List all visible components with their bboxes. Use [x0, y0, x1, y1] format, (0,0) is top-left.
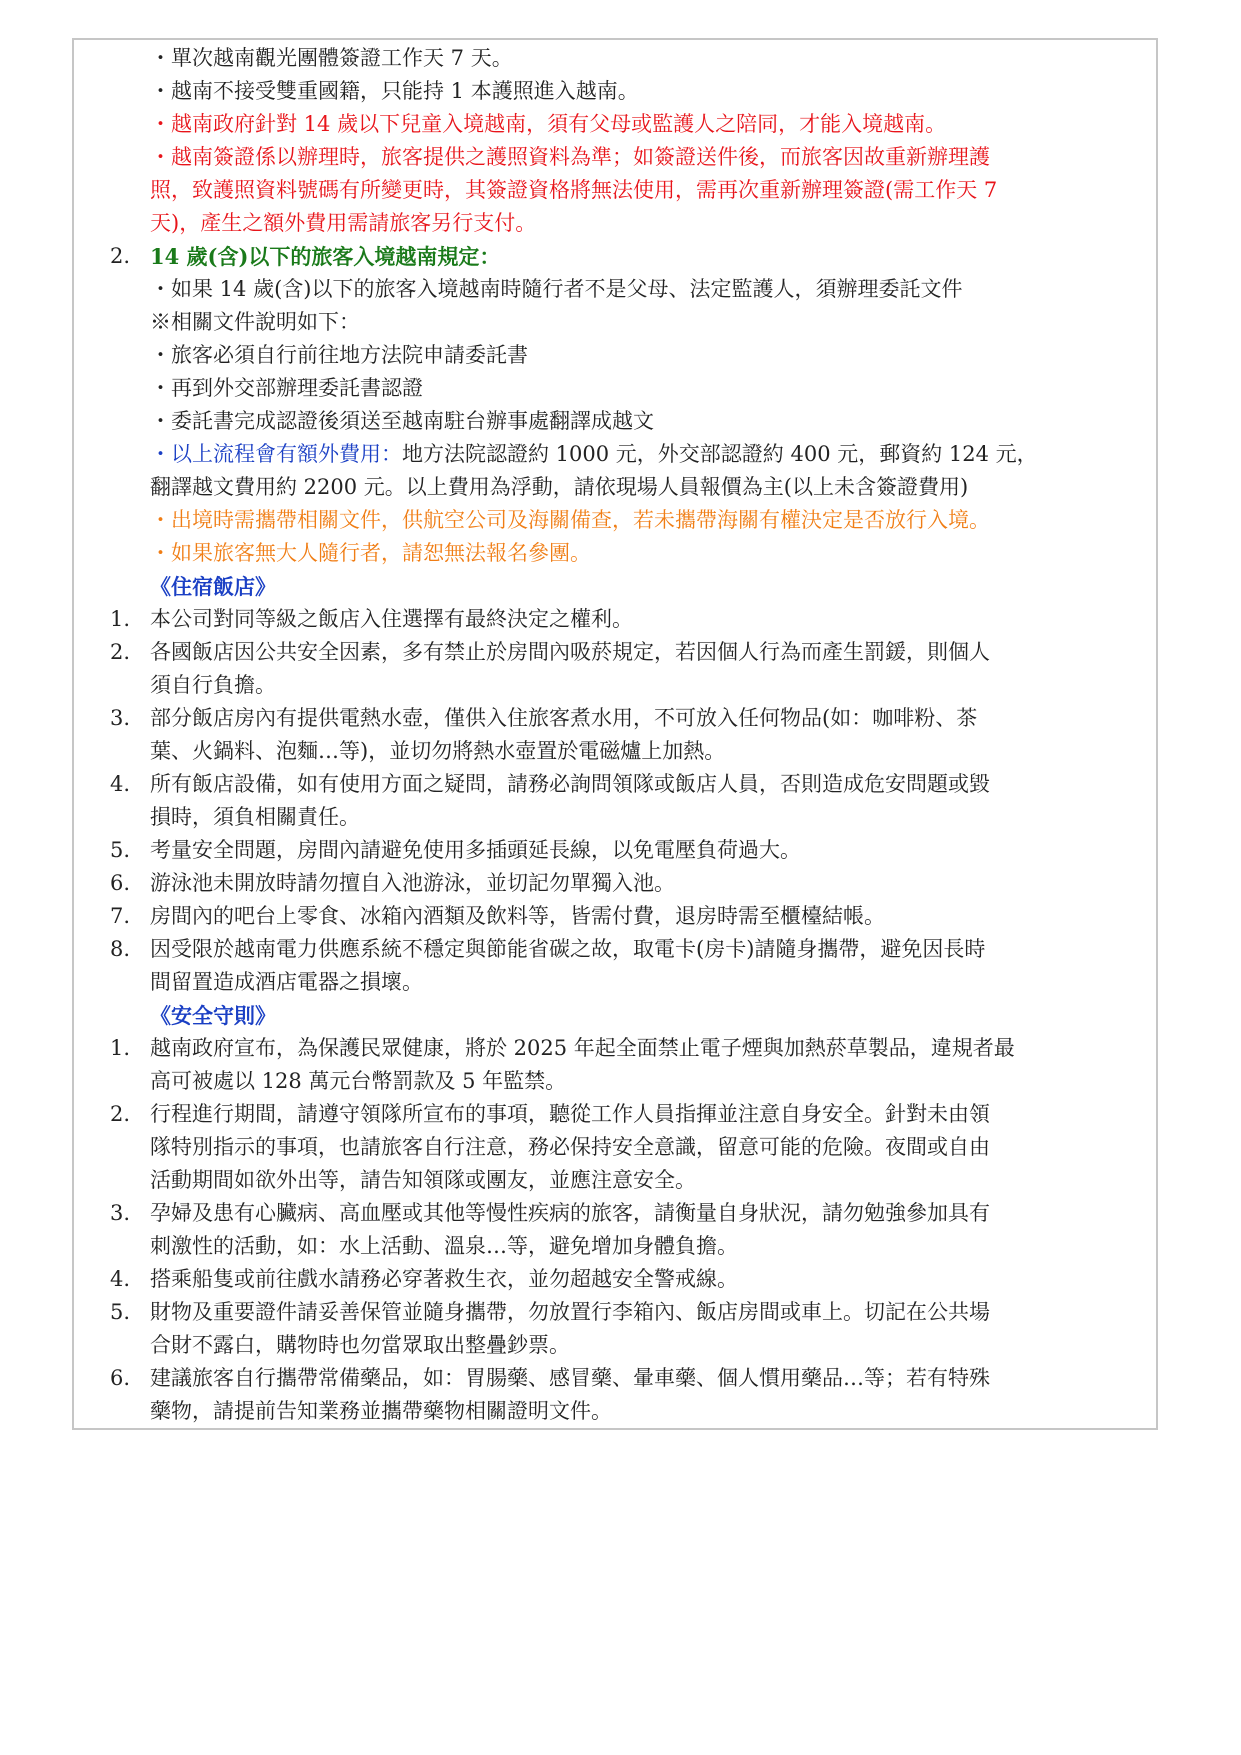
minor-fee-label: ・以上流程會有額外費用：: [150, 442, 402, 466]
safety-item-text: 隊特別指示的事項，也請旅客自行注意，務必保持安全意識，留意可能的危險。夜間或自由: [150, 1135, 990, 1159]
hotel-item-3-line: [110, 735, 1160, 768]
safety-item-3-line: [110, 1230, 1160, 1263]
hotel-item-number: 8.: [110, 937, 131, 961]
hotel-item-text: 葉、火鍋料、泡麵…等)，並切勿將熱水壺置於電磁爐上加熱。: [150, 739, 726, 763]
hotel-item-number: 4.: [110, 772, 131, 796]
safety-item-6-line: [110, 1362, 1160, 1395]
hotel-item-text: 考量安全問題，房間內請避免使用多插頭延長線，以免電壓負荷過大。: [150, 838, 801, 862]
hotel-list: [110, 603, 1160, 999]
hotel-item-number: [110, 735, 150, 768]
safety-item-2-line: [110, 1131, 1160, 1164]
hotel-item-text: 間留置造成酒店電器之損壞。: [150, 970, 423, 994]
safety-item-2-line: [110, 1164, 1160, 1197]
minor-rules-title: 14 歲(含)以下的旅客入境越南規定：: [150, 244, 501, 269]
safety-item-number: [110, 1230, 150, 1263]
visa-red-note-line-2: 照，致護照資料號碼有所變更時，其簽證資格將無法使用，需再次重新辦理簽證(需工作天 7: [150, 178, 998, 202]
hotel-item-number: 2.: [110, 640, 131, 664]
hotel-item-number: 6.: [110, 871, 131, 895]
hotel-item-number: 7.: [110, 904, 131, 928]
safety-item-number: [110, 1131, 150, 1164]
safety-item-4-line: [110, 1263, 1160, 1296]
safety-item-number: 4.: [110, 1267, 131, 1291]
safety-heading: 《安全守則》: [150, 1003, 276, 1028]
safety-item-1-line: [110, 1032, 1160, 1065]
hotel-item-4-line: [110, 801, 1160, 834]
minor-fee-line-2: 翻譯越文費用約 2200 元。以上費用為浮動，請依現場人員報價為主(以上未含簽證費用): [150, 475, 969, 499]
minor-rule-line: ・如果 14 歲(含)以下的旅客入境越南時隨行者不是父母、法定監護人，須辦理委託文件: [150, 277, 963, 301]
minor-fee-text: 地方法院認證約 1000 元，外交部認證約 400 元，郵資約 124 元，: [402, 442, 1038, 466]
safety-item-number: [110, 1329, 150, 1362]
visa-note-3: ・越南政府針對 14 歲以下兒童入境越南，須有父母或監護人之陪同，才能入境越南。: [150, 112, 947, 136]
safety-item-text: 財物及重要證件請妥善保管並隨身攜帶，勿放置行李箱內、飯店房間或車上。切記在公共場: [150, 1300, 990, 1324]
document-content: [110, 42, 1160, 1428]
minor-fee-line-1: [110, 438, 1160, 471]
safety-item-number: [110, 1395, 150, 1428]
hotel-item-number: 5.: [110, 838, 131, 862]
hotel-item-text: 房間內的吧台上零食、冰箱內酒類及飲料等，皆需付費，退房時需至櫃檯結帳。: [150, 904, 885, 928]
safety-item-text: 刺激性的活動，如：水上活動、溫泉…等，避免增加身體負擔。: [150, 1234, 738, 1258]
hotel-item-text: 所有飯店設備，如有使用方面之疑問，請務必詢問領隊或飯店人員，否則造成危安問題或毀: [150, 772, 990, 796]
safety-item-text: 孕婦及患有心臟病、高血壓或其他等慢性疾病的旅客，請衡量自身狀況，請勿勉強參加具有: [150, 1201, 990, 1225]
hotel-item-number: 3.: [110, 706, 131, 730]
safety-item-text: 藥物，請提前告知業務並攜帶藥物相關證明文件。: [150, 1399, 612, 1423]
minor-orange-line-2: ・如果旅客無大人隨行者，請恕無法報名參團。: [150, 541, 591, 565]
safety-item-text: 搭乘船隻或前往戲水請務必穿著救生衣，並勿超越安全警戒線。: [150, 1267, 738, 1291]
hotel-item-5-line: [110, 834, 1160, 867]
safety-item-1-line: [110, 1065, 1160, 1098]
hotel-item-4-line: [110, 768, 1160, 801]
safety-item-3-line: [110, 1197, 1160, 1230]
minor-rule-line: ・再到外交部辦理委託書認證: [150, 376, 423, 400]
hotel-item-2-line: [110, 669, 1160, 702]
minor-rule-line: ・旅客必須自行前往地方法院申請委託書: [150, 343, 528, 367]
hotel-item-text: 須自行負擔。: [150, 673, 276, 697]
safety-item-text: 越南政府宣布，為保護民眾健康，將於 2025 年起全面禁止電子煙與加熱菸草製品，違規者最: [150, 1036, 1015, 1060]
hotel-item-8-line: [110, 966, 1160, 999]
visa-note-1: ・單次越南觀光團體簽證工作天 7 天。: [150, 46, 513, 70]
hotel-item-text: 部分飯店房內有提供電熱水壺，僅供入住旅客煮水用，不可放入任何物品(如：咖啡粉、茶: [150, 706, 978, 730]
minor-rules-title-row: [110, 240, 1160, 273]
hotel-item-text: 損時，須負相關責任。: [150, 805, 360, 829]
hotel-item-number: [110, 966, 150, 999]
safety-list: [110, 1032, 1160, 1428]
safety-item-number: [110, 1164, 150, 1197]
safety-item-text: 高可被處以 128 萬元台幣罰款及 5 年監禁。: [150, 1069, 567, 1093]
safety-item-2-line: [110, 1098, 1160, 1131]
visa-red-note-line-3: 天)，產生之額外費用需請旅客另行支付。: [150, 211, 537, 235]
hotel-item-number: [110, 669, 150, 702]
minor-rules-number: 2.: [110, 244, 131, 268]
safety-item-text: 行程進行期間，請遵守領隊所宣布的事項，聽從工作人員指揮並注意自身安全。針對未由領: [150, 1102, 990, 1126]
safety-item-5-line: [110, 1296, 1160, 1329]
safety-item-number: 5.: [110, 1300, 131, 1324]
hotel-item-number: 1.: [110, 607, 131, 631]
hotel-item-1-line: [110, 603, 1160, 636]
hotel-item-8-line: [110, 933, 1160, 966]
hotel-item-2-line: [110, 636, 1160, 669]
hotel-item-text: 各國飯店因公共安全因素，多有禁止於房間內吸菸規定，若因個人行為而產生罰鍰，則個人: [150, 640, 990, 664]
safety-item-text: 建議旅客自行攜帶常備藥品，如：胃腸藥、感冒藥、暈車藥、個人慣用藥品…等；若有特殊: [150, 1366, 990, 1390]
minor-rule-line: ※相關文件說明如下：: [150, 310, 360, 334]
minor-orange-line-1: ・出境時需攜帶相關文件，供航空公司及海關備查，若未攜帶海關有權決定是否放行入境。: [150, 508, 990, 532]
safety-item-number: 3.: [110, 1201, 131, 1225]
safety-item-number: 1.: [110, 1036, 131, 1060]
hotel-item-3-line: [110, 702, 1160, 735]
hotel-item-text: 因受限於越南電力供應系統不穩定與節能省碳之故，取電卡(房卡)請隨身攜帶，避免因長時: [150, 937, 986, 961]
safety-item-5-line: [110, 1329, 1160, 1362]
safety-item-6-line: [110, 1395, 1160, 1428]
safety-item-text: 活動期間如欲外出等，請告知領隊或團友，並應注意安全。: [150, 1168, 696, 1192]
hotel-item-7-line: [110, 900, 1160, 933]
visa-red-note-line-1: ・越南簽證係以辦理時，旅客提供之護照資料為準；如簽證送件後，而旅客因故重新辦理護: [150, 145, 990, 169]
hotel-item-text: 游泳池未開放時請勿擅自入池游泳，並切記勿單獨入池。: [150, 871, 675, 895]
safety-item-text: 合財不露白，購物時也勿當眾取出整疊鈔票。: [150, 1333, 570, 1357]
minor-rule-line: ・委託書完成認證後須送至越南駐台辦事處翻譯成越文: [150, 409, 654, 433]
safety-item-number: 2.: [110, 1102, 131, 1126]
safety-item-number: [110, 1065, 150, 1098]
hotel-item-6-line: [110, 867, 1160, 900]
visa-note-2: ・越南不接受雙重國籍，只能持 1 本護照進入越南。: [150, 79, 639, 103]
safety-item-number: 6.: [110, 1366, 131, 1390]
hotel-item-number: [110, 801, 150, 834]
hotel-heading: 《住宿飯店》: [150, 574, 276, 599]
hotel-item-text: 本公司對同等級之飯店入住選擇有最終決定之權利。: [150, 607, 633, 631]
